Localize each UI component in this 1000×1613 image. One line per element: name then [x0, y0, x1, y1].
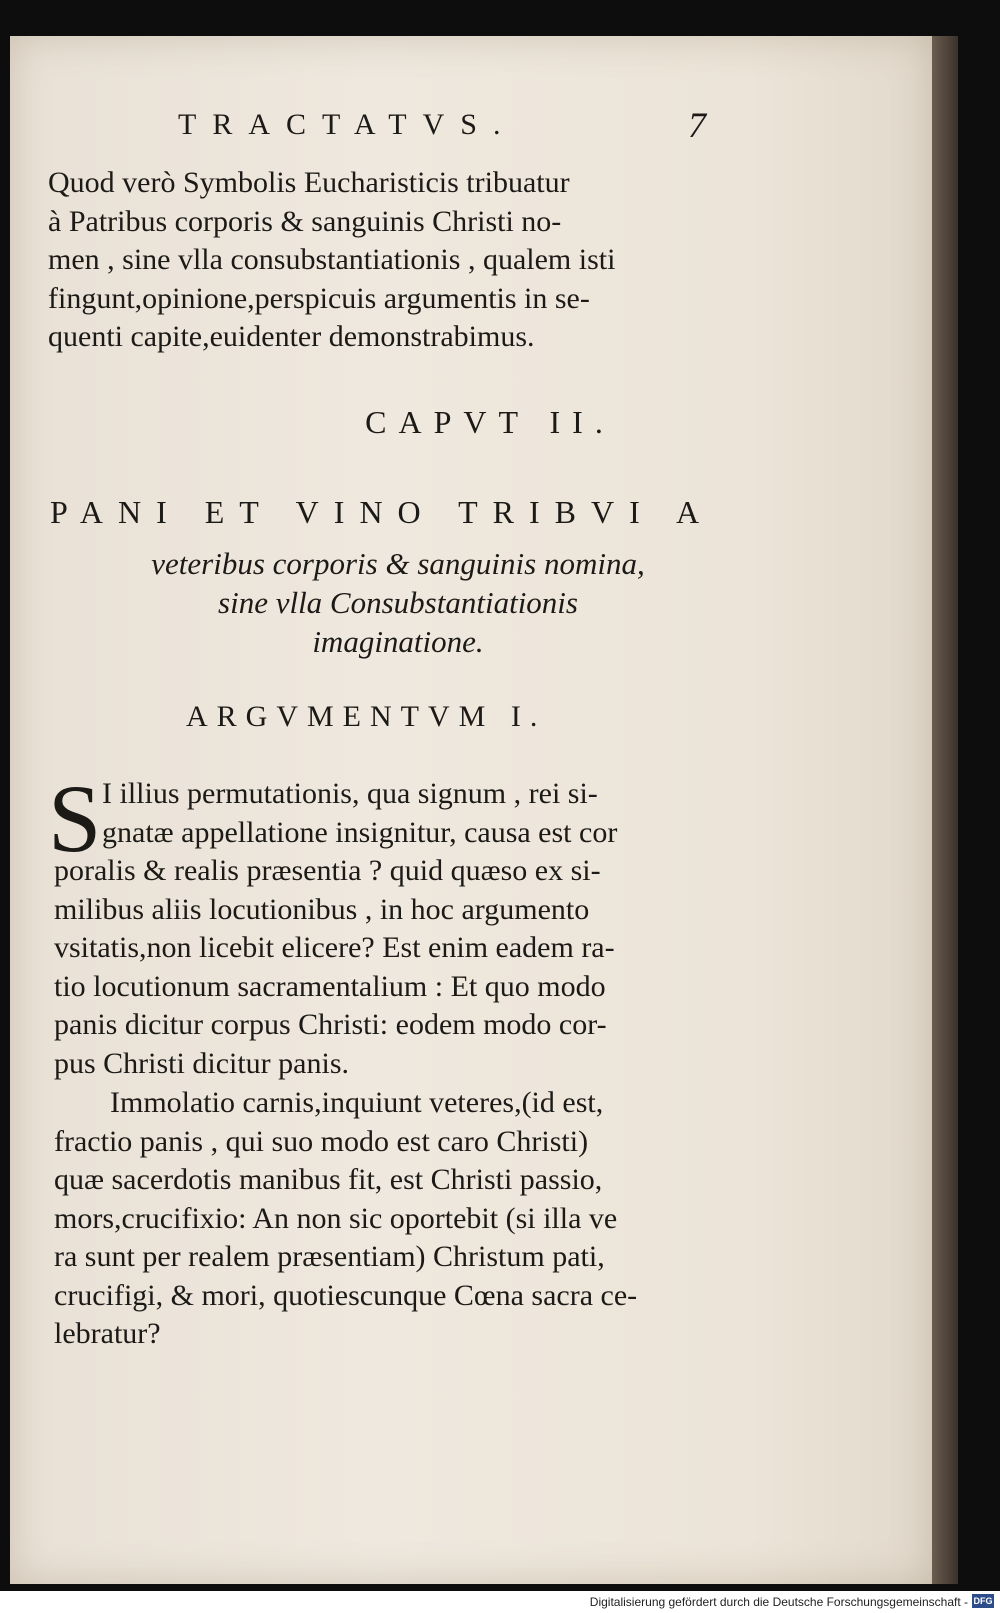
intro-line: Quod verò Symbolis Eucharisticis tribuatur	[48, 166, 570, 199]
page-number: 7	[688, 105, 706, 145]
paragraph-line: Immolatio carnis,inquiunt veteres,(id est,	[110, 1086, 604, 1119]
intro-line: fingunt,opinione,perspicuis argumentis in se-	[48, 281, 590, 315]
argument-heading: ARGVMENTVM I.	[186, 700, 547, 733]
chapter-heading-caps: PANI ET VINO TRIBVI A	[50, 494, 715, 530]
paragraph-line: crucifigi, & mori, quotiescunque Cœna sacra ce-	[54, 1278, 638, 1312]
heading-italic-line: imaginatione.	[312, 624, 484, 659]
paragraph-line: mors,crucifixio: An non sic oportebit (si illa ve	[54, 1201, 618, 1235]
intro-paragraph	[48, 164, 748, 357]
chapter-number: CAPVT II.	[365, 404, 615, 440]
paragraph-line: quæ sacerdotis manibus fit, est Christi passio,	[54, 1163, 603, 1196]
page-edge	[932, 36, 958, 1584]
running-head	[178, 105, 738, 148]
paragraph-line: milibus aliis locutionibus , in hoc argumento	[54, 892, 590, 926]
heading-italic-line: sine vlla Consubstantiationis	[218, 585, 578, 620]
intro-line: à Patribus corporis & sanguinis Christi no-	[48, 204, 562, 238]
chapter-heading-italic	[48, 544, 748, 661]
intro-line: men , sine vlla consubstantiationis , qualem isti	[48, 243, 616, 276]
paragraph-one	[54, 775, 748, 1083]
funding-credit: Digitalisierung gefördert durch die Deutsche Forschungsgemeinschaft -	[589, 1595, 968, 1609]
drop-cap: S	[48, 765, 102, 872]
paragraph-line: ra sunt per realem præsentiam) Christum pati,	[54, 1240, 605, 1273]
paragraph-line: lebratur?	[54, 1317, 161, 1350]
paragraph-line: poralis & realis præsentia ? quid quæso ex si-	[54, 854, 601, 887]
intro-line: quenti capite,euidenter demonstrabimus.	[48, 320, 535, 353]
paragraph-two	[54, 1084, 748, 1354]
paragraph-line: fractio panis , qui suo modo est caro Christi)	[54, 1124, 589, 1158]
paragraph-line: I illius permutationis, qua signum , rei si-	[102, 777, 598, 810]
paragraph-line: tio locutionum sacramentalium : Et quo modo	[54, 969, 606, 1003]
running-head-title: TRACTATVS.	[178, 108, 517, 141]
paragraph-line: gnatæ appellatione insignitur, causa est cor	[102, 815, 618, 849]
paragraph-line: pus Christi dicitur panis.	[54, 1046, 349, 1080]
dfg-logo: DFG	[973, 1596, 993, 1606]
heading-italic-line: veteribus corporis & sanguinis nomina,	[151, 546, 645, 581]
paragraph-line: panis dicitur corpus Christi: eodem modo cor-	[54, 1008, 607, 1041]
paragraph-line: vsitatis,non licebit elicere? Est enim eadem ra-	[54, 931, 615, 964]
